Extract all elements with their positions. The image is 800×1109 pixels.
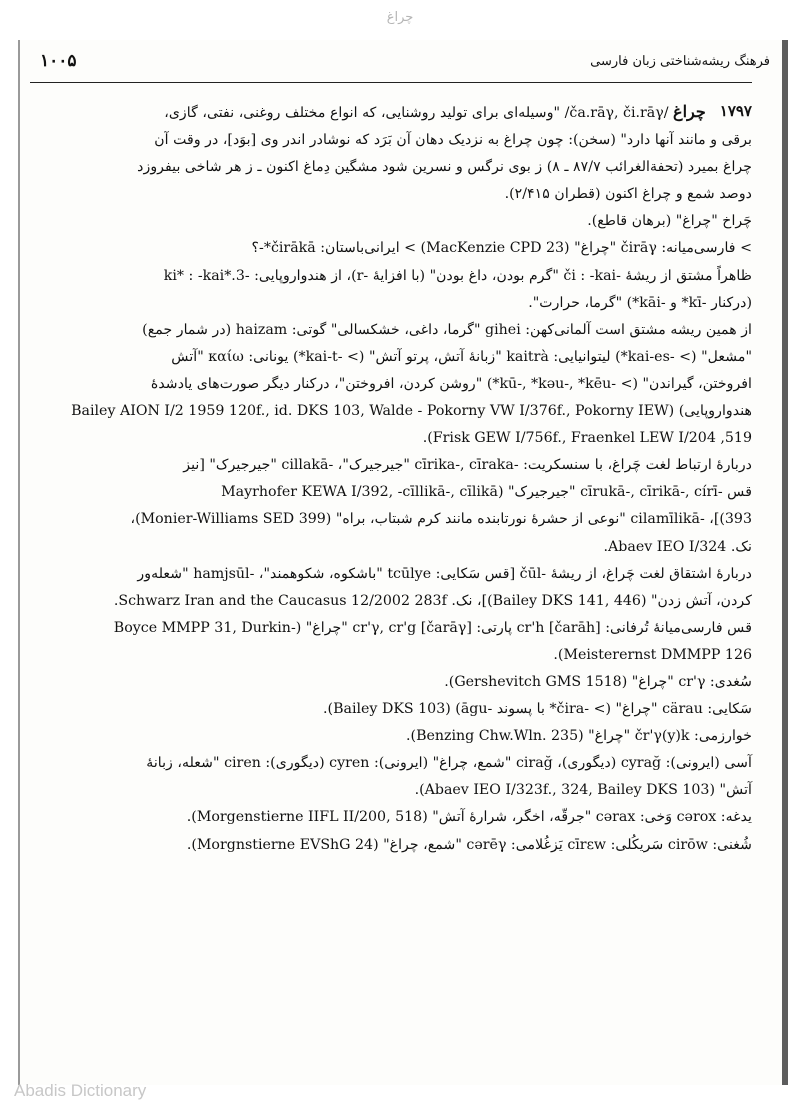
entry-body — [30, 98, 752, 859]
header-rule — [30, 82, 752, 83]
entry-line: Meisterernst DMMPP 126). — [553, 646, 752, 663]
entry-line: خوارزمی: čr'γ(y)k "چراغ" (Benzing Chw.Wln. 235). — [406, 728, 752, 745]
entry-number: ۱۷۹۷ — [719, 102, 752, 120]
entry-line: دوصد شمع و چراغ اکنون (قطران ۲/۴۱۵). — [504, 186, 752, 203]
entry-headword: چراغ — [673, 102, 706, 121]
entry-line: چَراخ "چراغ" (برهان قاطع). — [587, 213, 752, 230]
document-title: چراغ — [386, 10, 414, 25]
entry-line: آسی (ایرونی): cyrağ (دیگوری)، cirağ "شمع، چراغ" (ایرونی): cyren (دیگوری): ciren "شعله، زبانهٔ — [146, 755, 752, 772]
entry-line: قس -cīrukā-, cīrikā-, círī "جیرجیرک" (Mayrhofer KEWA I/392, -cīllikā-, cīlikā — [221, 484, 752, 501]
running-header: فرهنگ ریشه‌شناختی زبان فارسی — [590, 54, 770, 69]
entry-line: نک. Abaev IEO I/324. — [603, 538, 752, 555]
entry-line: دربارهٔ ارتباط لغت چَراغ، با سنسکریت: -cīrika-, cīraka "جیرجیرک"، -cillakā "جیرجیرک" [نیز — [183, 457, 752, 474]
entry-line: برقی و مانند آنها دارد" (سخن): چون چراغ به نزدیک دهان آن بَرَد که نوشادر اندر وی [بوَد]، در وقت آن — [154, 132, 752, 149]
entry-line: ظاهراً مشتق از ریشهٔ -či : -kai "گرم بودن، داغ بودن" (با افزایهٔ -r)، از هندواروپایی: -ki* : -kai*.3 — [163, 267, 752, 284]
entry-line: کردن، آتش زدن" (Bailey DKS 141, 446)]، نک. Schwarz Iran and the Caucasus 12/2002 283f. — [113, 592, 752, 609]
page-number: ۱۰۰۵ — [40, 51, 77, 71]
entry-line: /ča.rāγ, či.rāγ/ "وسیله‌ای برای تولید روشنایی، که انواع مختلف روغنی، نفتی، گازی، — [164, 105, 669, 121]
entry-line: افروختن، گیراندن" (> -kū-, *kəu-, *kēu*) "روشن کردن، افروختن"، درکنار دیگر صورت‌های یادشدهٔ — [150, 375, 752, 392]
entry-line: شُغنی: cirōw سَریکُلی: cīrεw یَزغُلامی: cərēγ "شمع، چراغ" (Morgnstierne EVShG 24). — [186, 836, 752, 853]
watermark: Abadis Dictionary — [14, 1081, 147, 1100]
entry-line: 519, Frisk GEW I/756f., Fraenkel LEW I/204). — [422, 430, 752, 447]
entry-line: سَکایی: cärau "چراغ" (> -čira* با پسوند -āgu) (Bailey DKS 103). — [323, 701, 752, 718]
entry-line: > فارسی‌میانه: čirāγ "چراغ" (MacKenzie CPD 23) > ایرانی‌باستان: ‎*čirākā-؟ — [251, 240, 752, 257]
entry-line: 393)]، -cilamīlikā "نوعی از حشرهٔ نورتابنده مانند کرم شبتاب، براه" (Monier-Williams SED 399)، — [130, 511, 752, 528]
entry-line: آتش" (Abaev IEO I/323f., 324, Bailey DKS 103). — [414, 782, 752, 799]
entry-line: (درکنار -kī* و -kāi*) "گرما، حرارت". — [528, 294, 752, 311]
entry-line: از همین ریشه مشتق است آلمانی‌کهن: gihei "گرما، داغی، خشکسالی" گوتی: haizam (در شمار جمع) — [142, 321, 752, 338]
entry-first-line — [30, 98, 752, 127]
entry-line: یدغه: cərox وَخی: cərax "جرقّه، اخگر، شرارهٔ آتش" (Morgenstierne IIFL II/200, 518). — [186, 809, 752, 826]
entry-line: سُغدی: cr'γ "چراغ" (Gershevitch GMS 1518). — [444, 673, 752, 690]
entry-line: چراغ بمیرد (تحفة‌الغرائب ۸۷/۷ ـ ۸) ز بوی نرگس و نسرین شود مشگین دِماغ اکنون ـ ز هر شاخی بیفروزد — [137, 159, 752, 176]
entry-line: دربارهٔ اشتقاق لغت چَراغ، از ریشهٔ -čūl [قس سَکایی: tcūlye "باشکوه، شکوهمند"، -hamjsūl "شعله‌ور — [137, 565, 752, 582]
entry-line: قس فارسی‌میانهٔ تُرفانی: cr'h [čarāh] پارتی: cr'γ, cr'g [čarāγ] "چراغ" (-Boyce MMPP 31, Durkin — [113, 619, 752, 636]
entry-line: هندواروپایی) (Bailey AION I/2 1959 120f., id. DKS 103, Walde - Pokorny VW I/376f., Pokorny IEW — [71, 403, 752, 420]
entry-line: "مشعل" (> -kai-es*) لیتوانیایی: kaitrà "زبانهٔ آتش، پرتو آتش" (> -kai-t*) یونانی: καίω "آتش — [171, 348, 752, 365]
